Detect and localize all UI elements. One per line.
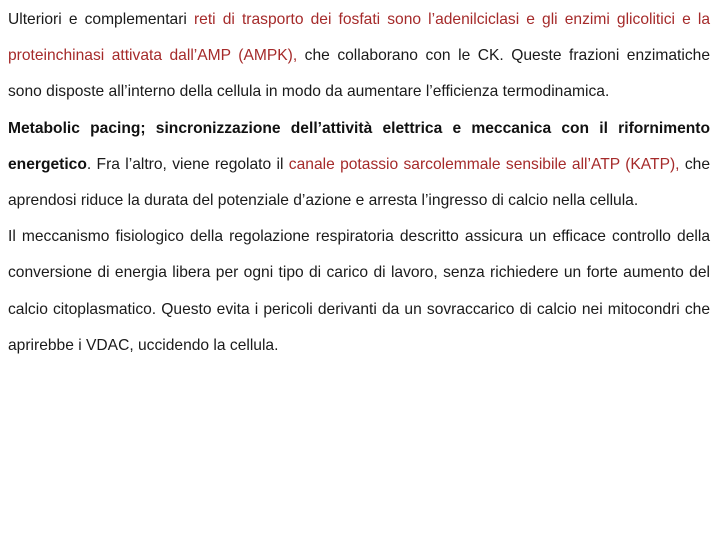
bold-heading-segment: Metabolic pacing; sincronizzazione dell’attività elettrica e meccanica con il rifornimento energetico (8, 119, 710, 173)
text-segment: che aprendosi riduce la durata del potenziale d’azione e arresta l’ingresso di calcio nella cellula. (8, 155, 710, 210)
text-segment: Ulteriori e complementari (8, 11, 194, 28)
highlighted-text-segment: canale potassio sarcolemmale sensibile all’ATP (KATP), (288, 155, 680, 173)
text-segment: . Fra l’altro, viene regolato il (86, 155, 289, 173)
paragraph-metabolic-pacing (8, 111, 710, 220)
text-segment: Il meccanismo fisiologico della regolazione respiratoria descritto assicura un efficace controllo della conversione di energia libera per ogni tipo di carico di lavoro, senza richiedere un forte aumento del calcio citoplasmatico. Questo evita i pericoli derivanti da un sovraccarico di calcio nei mitocondri che aprirebbe i VDAC, uccidendo la cellula. (8, 228, 710, 354)
highlighted-text-segment: reti di trasporto dei fosfati sono l’adenilciclasi e gli enzimi glicolitici e la proteinchinasi attivata dall’AMP (AMPK), (8, 11, 710, 65)
slide-body (8, 2, 710, 364)
paragraph-transport-networks (8, 2, 710, 111)
text-segment: che collaborano con le CK. Queste frazioni enzimatiche sono disposte all’interno della cellula in modo da aumentare l’efficienza termodinamica. (8, 47, 710, 101)
paragraph-respiratory-regulation (8, 219, 710, 364)
